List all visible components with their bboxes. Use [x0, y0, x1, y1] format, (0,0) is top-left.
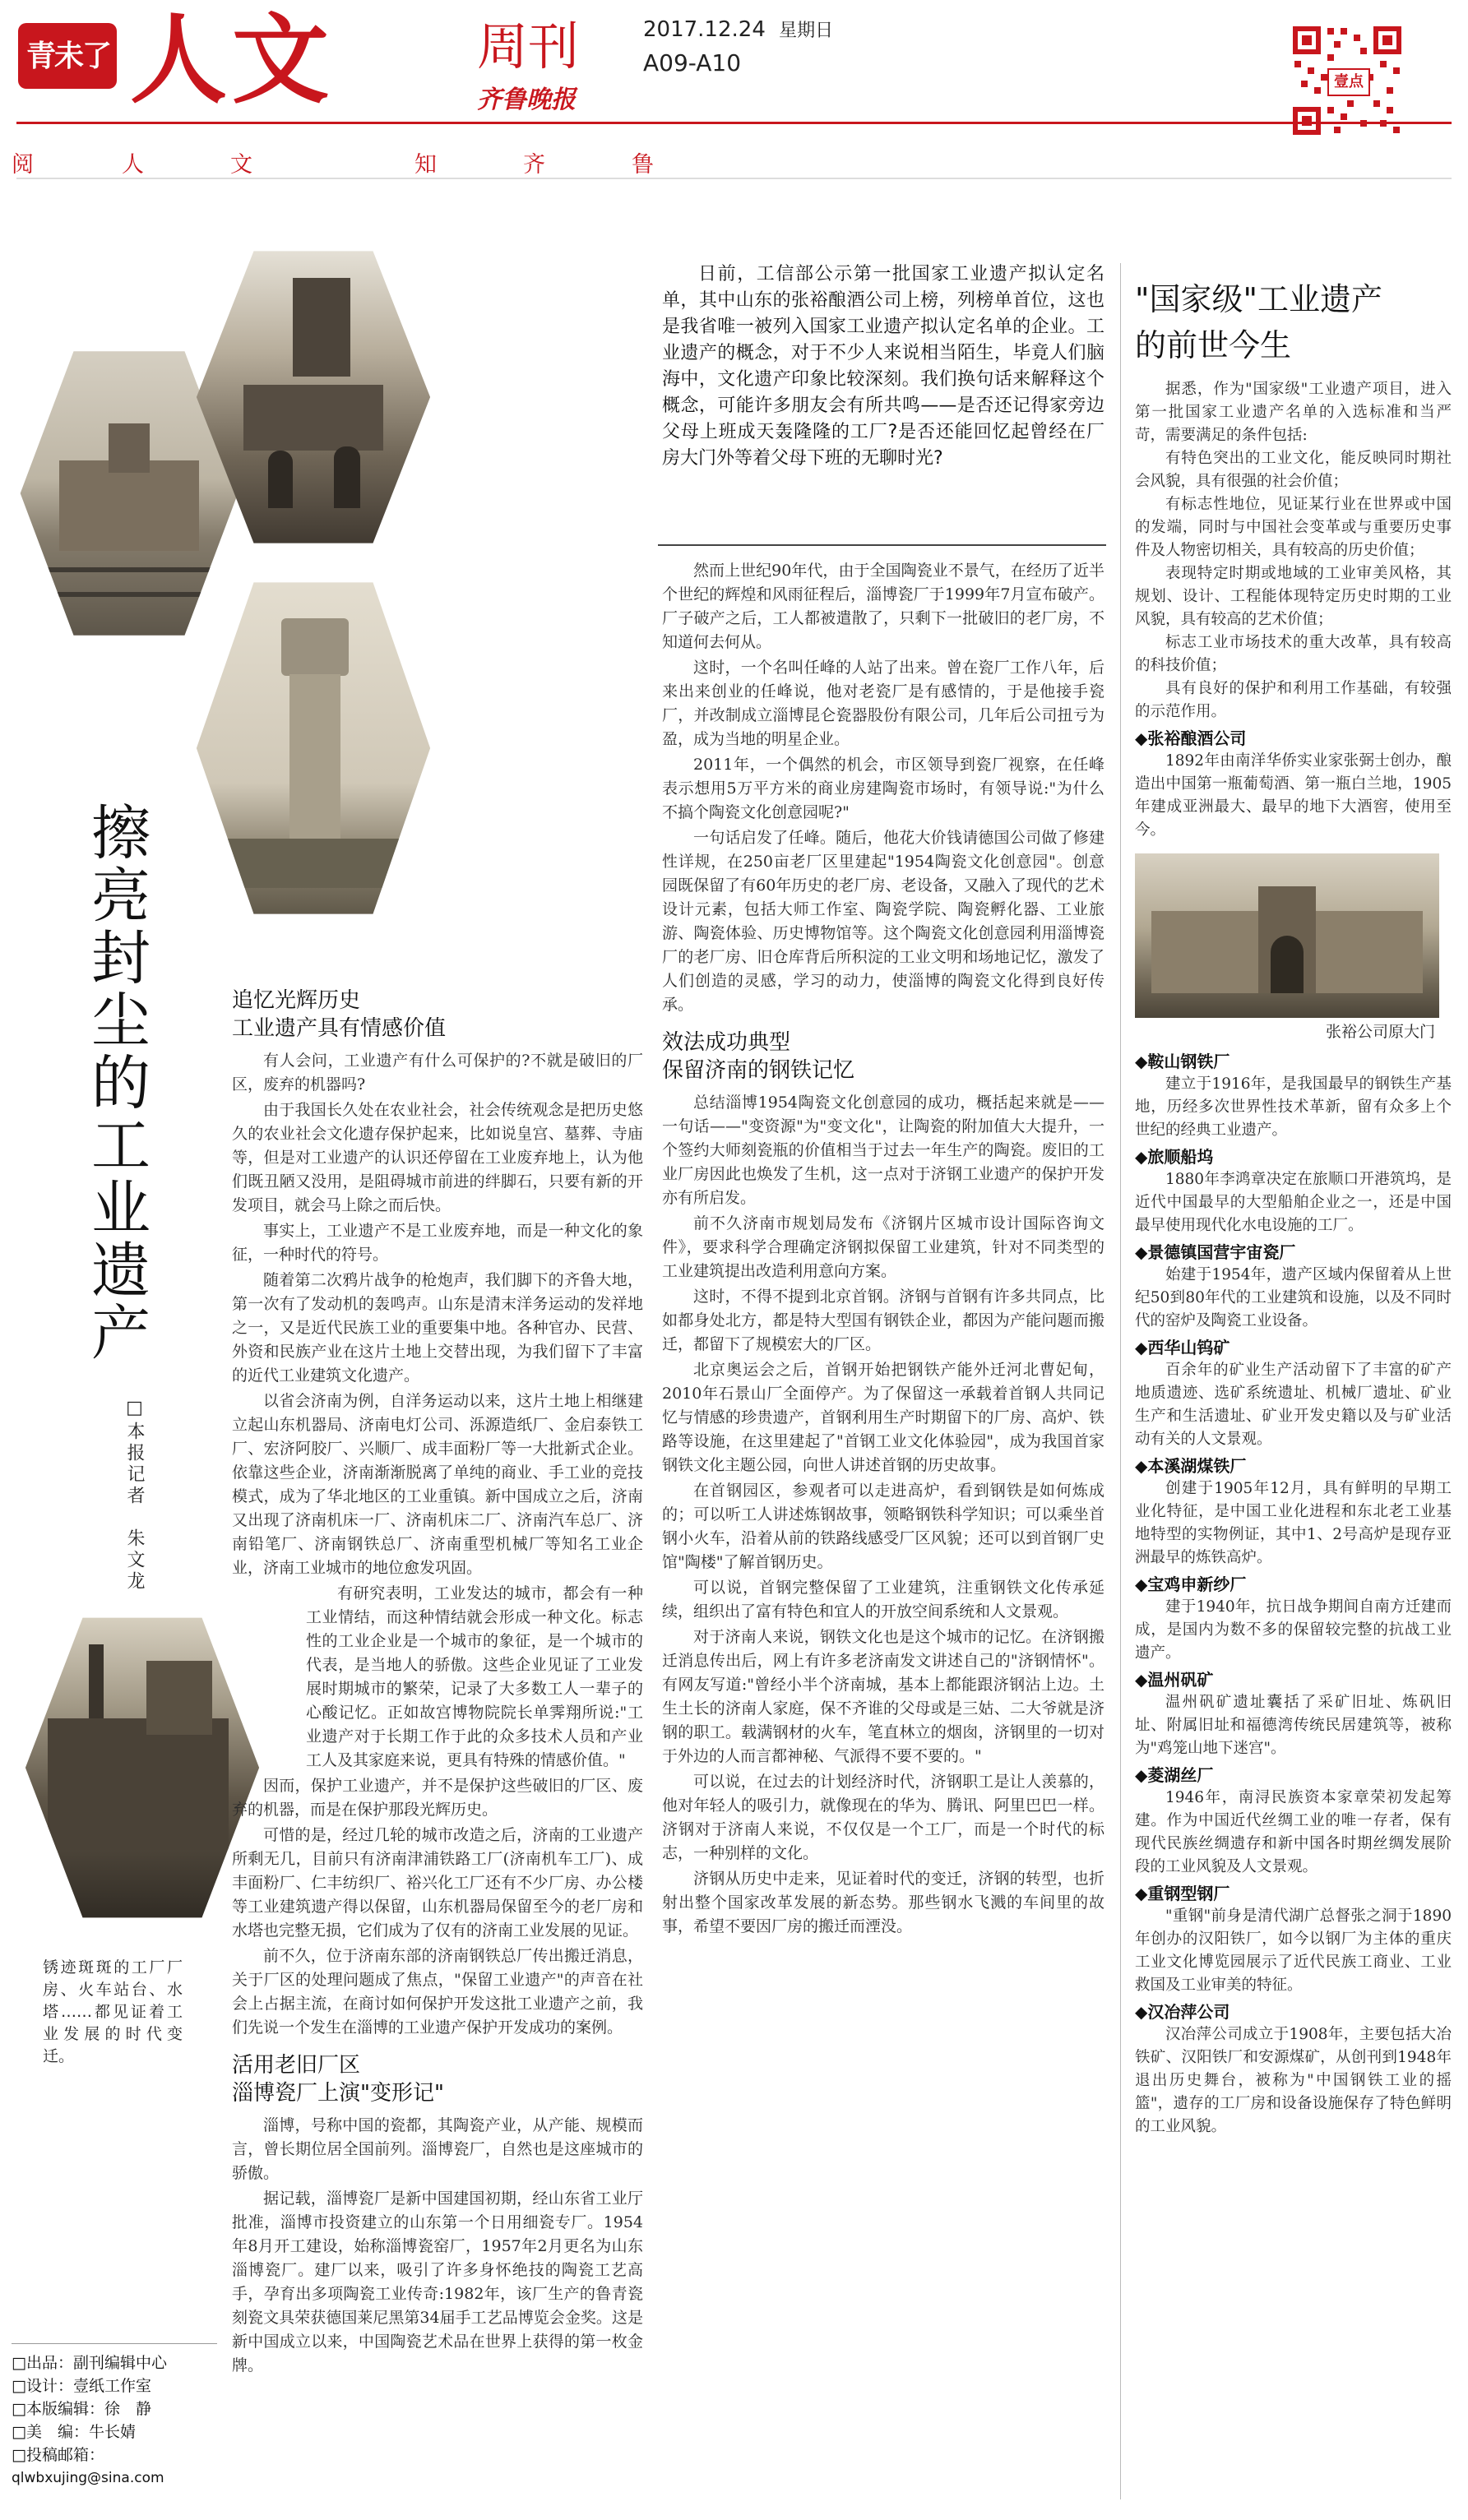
heritage-item-desc: 始建于1954年，遗产区域内保留着从上世纪50到80年代的工业建筑和设施，以及不同时代的窑炉及陶瓷工业设备。 — [1135, 1266, 1452, 1329]
heritage-item — [1135, 1668, 1452, 1760]
slogan-char: 人 — [122, 152, 144, 178]
section2-paragraph: 2011年，一个偶然的机会，市区领导到瓷厂视察，在任峰表示想用5万平方米的商业房建陶瓷市场时，有领导说:"为什么不搞个陶瓷文化创意园呢?" — [662, 756, 1104, 821]
heritage-item-name: ◆菱湖丝厂 — [1135, 1765, 1214, 1785]
heritage-item-desc: 百余年的矿业生产活动留下了丰富的矿产地质遗迹、选矿系统遗址、机械厂遗址、矿业生产和生活遗址、矿业开发史籍以及与矿业活动有关的人文景观。 — [1135, 1362, 1452, 1448]
credit-line: □投稿邮箱： — [12, 2446, 104, 2464]
section3-paragraph: 总结淄博1954陶瓷文化创意园的成功，概括起来就是——一句话——"变资源"为"变文化"，让陶瓷的附加值大大提升，一个签约大师刻瓷瓶的价值相当于过去一年生产的陶瓷。废旧的工业厂房因此也焕发了生机，这一点对于济钢工业遗产的保护开发亦有所启发。 — [662, 1094, 1104, 1207]
heritage-item-name: ◆宝鸡申新纱厂 — [1135, 1574, 1247, 1594]
heritage-item-desc: "重钢"前身是清代湖广总督张之洞于1890年创办的汉阳铁厂，如今以钢厂为主体的重庆工业文化博览园展示了近代民族工商业、工业救国及工业审美的特征。 — [1135, 1907, 1452, 1994]
intro-paragraph: 日前，工信部公示第一批国家工业遗产拟认定名单，其中山东的张裕酿酒公司上榜，列榜单首位，这也是我省唯一被列入国家工业遗产拟认定名单的企业。工业遗产的概念，对于不少人来说相当陌生，毕竟人们脑海中，文化遗产印象比较深刻。我们换句话来解释这个概念，可能许多朋友会有所共鸣——是否还记得家旁边父母上班成天轰隆隆的工厂?是否还能回忆起曾经在厂房大门外等着父母下班的无聊时光? — [662, 264, 1104, 469]
heritage-item-desc: 1892年由南洋华侨实业家张弼士创办，酿造出中国第一瓶葡萄酒、第一瓶白兰地，1905年建成亚洲最大、最早的地下大酒窖，使用至今。 — [1135, 752, 1452, 839]
heritage-item — [1135, 1573, 1452, 1665]
slogan-char: 文 — [230, 152, 252, 178]
heritage-item-name: ◆张裕酿酒公司 — [1135, 728, 1247, 748]
photo-changyu-gate — [1135, 853, 1439, 1018]
logo-text: 青未了 — [25, 39, 110, 73]
credit-line: □本版编辑：徐 静 — [12, 2400, 151, 2418]
heritage-item — [1135, 2000, 1452, 2139]
section3-title-line1: 效法成功典型 — [662, 1030, 791, 1055]
section1-title-line2: 工业遗产具有情感价值 — [232, 1016, 447, 1041]
heritage-item-name: ◆重钢型钢厂 — [1135, 1884, 1230, 1903]
section1-title — [232, 987, 643, 1043]
section1-paragraph: 因而，保护工业遗产，并不是保护这些破旧的厂区、废弃的机器，而是在保护那段光辉历史。 — [232, 1777, 643, 1819]
section3-paragraph: 在首钢园区，参观者可以走进高炉，看到钢铁是如何炼成的；可以听工人讲述炼钢故事，领略钢铁科学知识；可以乘坐首钢小火车，沿着从前的铁路线感受厂区风貌；还可以到首钢厂史馆"陶楼"了解首钢历史。 — [662, 1482, 1104, 1571]
sidebar-column — [1135, 378, 1452, 2508]
section3-title-line2: 保留济南的钢铁记忆 — [662, 1058, 855, 1083]
photo-water-tower — [194, 576, 433, 921]
heritage-item — [1135, 1050, 1452, 1142]
heritage-item-desc: 1946年，南浔民族资本家章荣初发起筹建。作为中国近代丝绸工业的唯一存者，保有现代民族丝绸遗存和新中国各时期丝绸发展阶段的工业风貌及人文景观。 — [1135, 1789, 1452, 1875]
heritage-item-desc: 建立于1916年，是我国最早的钢铁生产基地，历经多次世界性技术革新，留有众多上个世纪的经典工业遗产。 — [1135, 1075, 1452, 1139]
section2-title-line1: 活用老旧厂区 — [232, 2053, 361, 2078]
column-divider — [1120, 263, 1121, 2499]
sidebar-criterion: 有特色突出的工业文化，能反映同时期社会风貌，具有很强的社会价值； — [1135, 450, 1452, 490]
section1-paragraph: 由于我国长久处在农业社会，社会传统观念是把历史悠久的农业社会文化遗存保护起来，比如说皇宫、墓葬、寺庙等，但是对工业遗产的认识还停留在工业废弃地上，认为他们既丑陋又没用，是阻碍城市前进的绊脚石，只要有新的开发项目，就会马上除之而后快。 — [232, 1101, 643, 1214]
heritage-item-name: ◆旅顺船坞 — [1135, 1147, 1214, 1167]
section3-paragraph: 可以说，首钢完整保留了工业建筑，注重钢铁文化传承延续，组织出了富有特色和宜人的开放空间系统和人文景观。 — [662, 1579, 1104, 1621]
heritage-item-desc: 1880年李鸿章决定在旅顺口开港筑坞，是近代中国最早的大型船舶企业之一，还是中国最早使用现代化水电设施的工厂。 — [1135, 1171, 1452, 1234]
sidebar-criterion: 有标志性地位，见证某行业在世界或中国的发端，同时与中国社会变革或与重要历史事件及人物密切相关，具有较高的历史价值； — [1135, 496, 1452, 559]
heritage-item — [1135, 727, 1452, 842]
issue-date — [643, 16, 833, 44]
sidebar-criterion: 标志工业市场技术的重大改革，具有较高的科技价值； — [1135, 634, 1452, 674]
weekday-text: 星期日 — [779, 21, 834, 41]
credit-line: □设计：壹纸工作室 — [12, 2377, 151, 2395]
headline: 擦亮封尘的工业遗产 — [81, 802, 151, 1364]
heritage-item-desc: 温州矾矿遗址囊括了采矿旧址、炼矾旧址、附属旧址和福德湾传统民居建筑等，被称为"鸡笼山地下迷宫"。 — [1135, 1694, 1452, 1757]
heritage-item — [1135, 1882, 1452, 1997]
section1-paragraph: 可惜的是，经过几轮的城市改造之后，济南的工业遗产所剩无几，目前只有济南津浦铁路工厂(济南机车工厂)、成丰面粉厂、仁丰纺织厂、裕兴化工厂还有不少厂房、办公楼等工业建筑遗产得以保留，山东机器局保留至今的老厂房和水塔也完整无损，它们成为了仅有的济南工业发展的见证。 — [232, 1826, 643, 1940]
heritage-item — [1135, 1145, 1452, 1237]
section3-paragraph: 这时，不得不提到北京首钢。济钢与首钢有许多共同点，比如都身处北方，都是特大型国有钢铁企业，都因为产能问题而搬迁，都留下了规模宏大的厂区。 — [662, 1288, 1104, 1353]
heritage-item — [1135, 1241, 1452, 1333]
section2-paragraph: 这时，一个名叫任峰的人站了出来。曾在瓷厂工作八年，后来出来创业的任峰说，他对老瓷厂是有感情的，于是他接手瓷厂，并改制成立淄博昆仑瓷器股份有限公司，几年后公司扭亏为盈，成为当地的明星企业。 — [662, 659, 1104, 748]
slogan-char: 知 — [414, 152, 437, 178]
slogan-char: 鲁 — [632, 152, 654, 178]
heritage-item-name: ◆温州矾矿 — [1135, 1670, 1214, 1690]
heritage-item-name: ◆鞍山钢铁厂 — [1135, 1052, 1230, 1071]
section3-paragraph: 可以说，在过去的计划经济时代，济钢职工是让人羡慕的，他对年轻人的吸引力，就像现在的华为、腾讯、阿里巴巴一样。济钢对于济南人来说，不仅仅是一个工厂，而是一个时代的标志，一种别样的文化。 — [662, 1773, 1104, 1862]
section1-paragraph: 随着第二次鸦片战争的枪炮声，我们脚下的齐鲁大地，第一次有了发动机的轰鸣声。山东是清末洋务运动的发祥地之一，又是近代民族工业的重要集中地。各种官办、民营、外资和民族产业在这片土地上交替出现，为我们留下了丰富的近代工业建筑文化遗产。 — [232, 1271, 643, 1385]
heritage-item — [1135, 1336, 1452, 1451]
qingweiliao-logo — [18, 18, 117, 92]
masthead-paper-name: 齐鲁晚报 — [477, 86, 576, 114]
section2-paragraph: 淄博，号称中国的瓷都，其陶瓷产业，从产能、规模而言，曾长期位居全国前列。淄博瓷厂，自然也是这座城市的骄傲。 — [232, 2116, 643, 2182]
section1-paragraph: 有人会问，工业遗产有什么可保护的?不就是破旧的厂区，废弃的机器吗? — [232, 1052, 643, 1094]
credit-line: □美 编：牛长婧 — [12, 2423, 136, 2441]
intro-rule — [658, 544, 1106, 546]
section2-title — [232, 2051, 643, 2107]
section1-paragraph: 以省会济南为例，自洋务运动以来，这片土地上相继建立起山东机器局、济南电灯公司、泺源造纸厂、金启泰铁工厂、宏济阿胶厂、兴顺厂、成丰面粉厂等一大批新式企业。依靠这些企业，济南渐渐脱离了单纯的商业、手工业的竞技模式，成为了华北地区的工业重镇。新中国成立之后，济南又出现了济南机床一厂、济南机床二厂、济南汽车总厂、济南铅笔厂、济南钢铁总厂、济南重型机械厂等知名工业企业，济南工业城市的地位愈发巩固。 — [232, 1392, 643, 1577]
section3-paragraph: 济钢从历史中走来，见证着时代的变迁，济钢的转型，也折射出整个国家改革发展的新态势。那些钢水飞溅的车间里的故事，希望不要因厂房的搬迁而湮没。 — [662, 1870, 1104, 1935]
sidebar-intro: 据悉，作为"国家级"工业遗产项目，进入第一批国家工业遗产名单的入选标准和当严苛，需要满足的条件包括: — [1135, 381, 1452, 444]
section2-paragraph: 然而上世纪90年代，由于全国陶瓷业不景气，在经历了近半个世纪的辉煌和风雨征程后，淄博瓷厂于1999年7月宣布破产。厂子破产之后，工人都被遣散了，只剩下一批破旧的老厂房，不知道何去何从。 — [662, 562, 1104, 651]
qr-center-label: 壹点 — [1327, 68, 1370, 96]
heritage-item — [1135, 1764, 1452, 1879]
credit-email[interactable]: qlwbxujing@sina.com — [12, 2470, 164, 2486]
heritage-item — [1135, 1454, 1452, 1570]
column-b — [232, 987, 643, 2499]
section3-title — [662, 1029, 1104, 1084]
heritage-item-desc: 创建于1905年12月，具有鲜明的早期工业化特征，是中国工业化进程和东北老工业基地特型的实物例证，其中1、2号高炉是现存亚洲最早的炼铁高炉。 — [1135, 1480, 1452, 1566]
credit-line: □出品：副刊编辑中心 — [12, 2354, 167, 2372]
slogan-char: 齐 — [523, 152, 545, 178]
heritage-item-desc: 建于1940年，抗日战争期间自南方迁建而成，是国内为数不多的保留较完整的抗战工业遗产。 — [1135, 1598, 1452, 1662]
heritage-item-name: ◆汉冶萍公司 — [1135, 2002, 1230, 2022]
byline: □本报记者 朱文龙 — [124, 1398, 145, 1593]
heritage-item-desc: 汉冶萍公司成立于1908年，主要包括大冶铁矿、汉阳铁厂和安源煤矿，从创刊到1948年退出历史舞台，被称为"中国钢铁工业的摇篮"，遗存的工厂房和设备设施保存了特色鲜明的工业风貌。 — [1135, 2026, 1452, 2135]
heritage-item-name: ◆西华山钨矿 — [1135, 1338, 1230, 1357]
sidebar-title: "国家级"工业遗产的前世今生 — [1135, 281, 1382, 363]
section1-paragraph: 前不久，位于济南东部的济南钢铁总厂传出搬迁消息，关于厂区的处理问题成了焦点，"保留工业遗产"的声音在社会上占据主流，在商讨如何保护开发这批工业遗产之前，我们先说一个发生在淄博的工业遗产保护开发成功的案例。 — [232, 1947, 643, 2037]
section3-paragraph: 对于济南人来说，钢铁文化也是这个城市的记忆。在济钢搬迁消息传出后，网上有许多老济南发文讲述自己的"济钢情怀"。有网友写道:"曾经小半个济南城，基本上都能跟济钢沾上边。土生土长的济南人家庭，保不齐谁的父母或是三姑、二大爷就是济钢的职工。载满钢材的火车，笔直林立的烟囱，济钢里的一切对于外边的人而言都神秘、气派得不要不要的。" — [662, 1628, 1104, 1765]
section1-paragraph: 事实上，工业遗产不是工业废弃地，而是一种文化的象征，一种时代的符号。 — [232, 1222, 643, 1264]
photo-factory-ruins — [23, 1611, 262, 1924]
column-c — [662, 559, 1104, 2499]
qr-code[interactable] — [1290, 23, 1405, 138]
masthead-zhoukan: 周刊 — [477, 16, 580, 76]
heritage-item-name: ◆本溪湖煤铁厂 — [1135, 1456, 1247, 1476]
sidebar-photo-caption: 张裕公司原大门 — [1325, 1023, 1435, 1041]
heritage-item-name: ◆景德镇国营宇宙瓷厂 — [1135, 1242, 1296, 1262]
section2-paragraph: 据记载，淄博瓷厂是新中国建国初期，经山东省工业厅批准，淄博市投资建立的山东第一个日用细瓷专厂。1954年8月开工建设，始称淄博瓷窑厂，1957年2月更名为山东淄博瓷厂。建厂以来，吸引了许多身怀绝技的陶瓷工艺高手，孕育出多项陶瓷工业传奇:1982年，该厂生产的鲁青瓷刻瓷文具荣获德国莱尼黑第34届手工艺品博览会金奖。这是新中国成立以来，中国陶瓷艺术品在世界上获得的第一枚金牌。 — [232, 2189, 643, 2374]
section1-title-line1: 追忆光辉历史 — [232, 988, 361, 1013]
section3-paragraph: 前不久济南市规划局发布《济钢片区城市设计国际咨询文件》，要求科学合理确定济钢拟保留工业建筑，针对不同类型的工业建筑提出改造利用意向方案。 — [662, 1214, 1104, 1280]
credits — [12, 2351, 217, 2490]
sidebar-criterion: 具有良好的保护和利用工作基础，有较强的示范作用。 — [1135, 680, 1452, 720]
masthead-thin-rule — [16, 178, 1452, 179]
masthead-rule — [16, 122, 1452, 124]
masthead-title: 人文 — [130, 3, 335, 117]
slogan — [12, 146, 653, 179]
sidebar-criterion: 表现特定时期或地域的工业审美风格，其规划、设计、工程能体现特定历史时期的工业风貌，具有较高的艺术价值； — [1135, 565, 1452, 628]
section2-paragraph: 一句话启发了任峰。随后，他花大价钱请德国公司做了修建性详规，在250亩老厂区里建起"1954陶瓷文化创意园"。创意园既保留了有60年历史的老厂房、老设备，又融入了现代的艺术设计元素，包括大师工作室、陶瓷学院、陶瓷孵化器、工业旅游、陶瓷体验、历史博物馆等。这个陶瓷文化创意园利用淄博瓷厂的老厂房、旧仓库背后所积淀的工业文明和场地记忆，激发了人们创造的灵感，学习的动力，使淄博的陶瓷文化得到良好传承。 — [662, 829, 1104, 1014]
slogan-char: 阅 — [12, 152, 34, 178]
photo-caption: 锈迹斑斑的工厂厂房、火车站台、水塔……都见证着工业发展的时代变迁。 — [43, 1958, 183, 2065]
date-text: 2017.12.24 — [643, 17, 766, 42]
section1-paragraph: 有研究表明，工业发达的城市，都会有一种工业情结，而这种情结就会形成一种文化。标志性的工业企业是一个城市的象征，是一个城市的代表，是当地人的骄傲。这些企业见证了工业发展时期城市的繁荣，记录了大多数工人一辈子的心酸记忆。正如故宫博物院院长单霁翔所说:"工业遗产对于长期工作于此的众多技术人员和产业工人及其家庭来说，更具有特殊的情感价值。" — [306, 1584, 643, 1769]
page-numbers: A09-A10 — [643, 49, 742, 76]
section3-paragraph: 北京奥运会之后，首钢开始把钢铁产能外迁河北曹妃甸，2010年石景山厂全面停产。为了保留这一承载着首钢人共同记忆与情感的珍贵遗产，首钢利用生产时期留下的厂房、高炉、铁路等设施，在这里建起了"首钢工业文化体验园"，成为我国首家钢铁文化主题公园，向世人讲述首钢的历史故事。 — [662, 1361, 1104, 1474]
credits-rule — [12, 2343, 217, 2344]
section2-title-line2: 淄博瓷厂上演"变形记" — [232, 2081, 444, 2106]
